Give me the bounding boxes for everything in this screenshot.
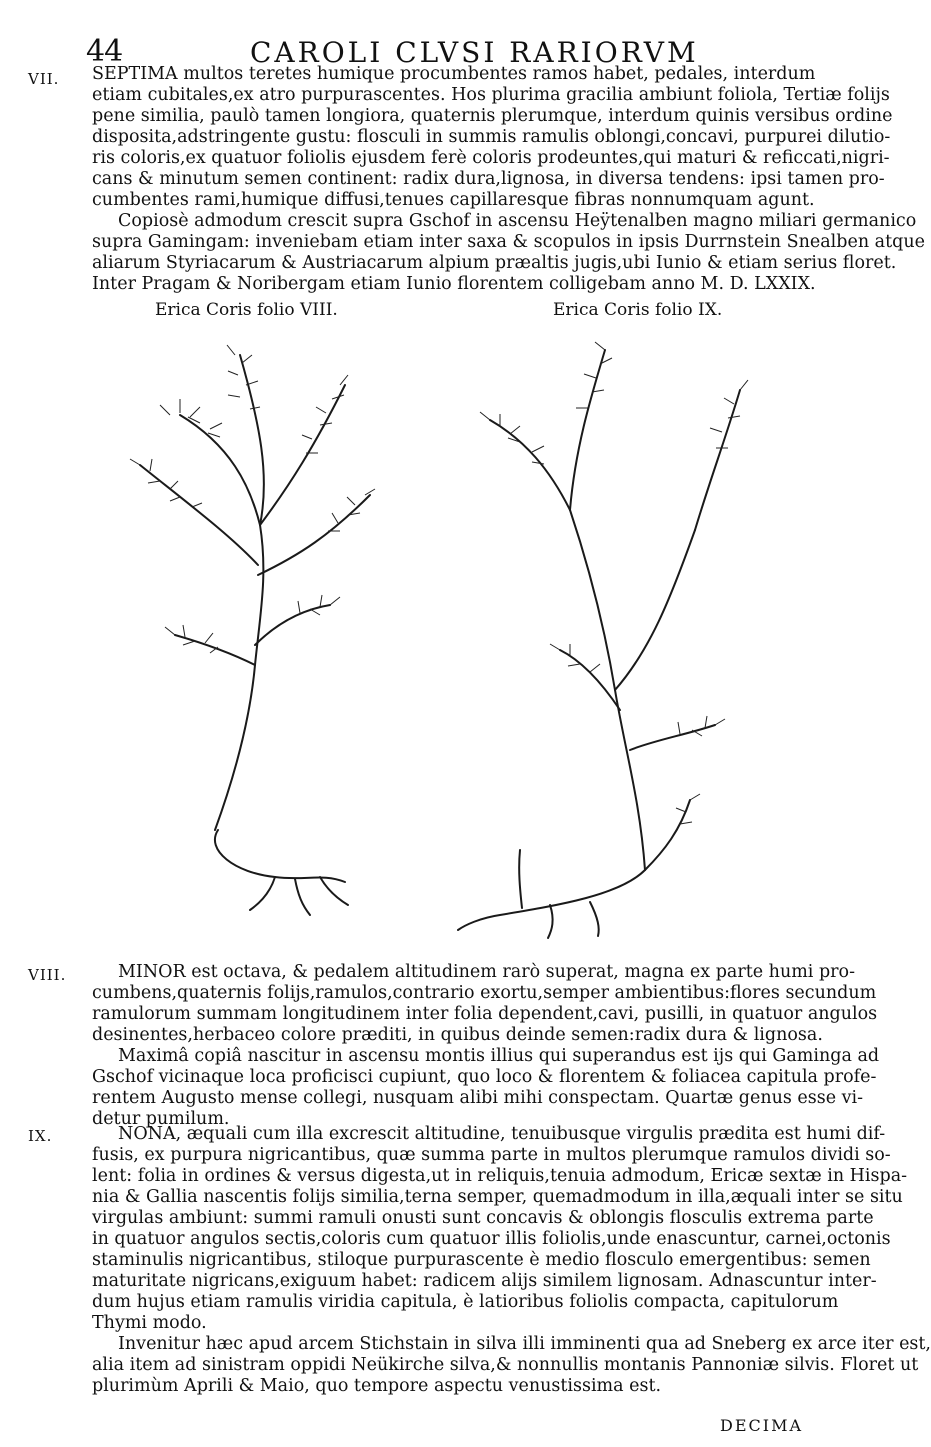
page-number: 44 xyxy=(86,34,123,69)
text-line: cumbentes rami,humique diffusi,tenues capillaresque fibras nonnumquam agunt. xyxy=(92,190,815,210)
text-line: cumbens,quaternis folijs,ramulos,contrario exortu,semper ambientibus:flores secundum xyxy=(92,983,877,1003)
section-ix-text xyxy=(92,1124,931,1397)
plant-illustration-erica-ix xyxy=(440,330,780,940)
text-line: ramulorum summam longitudinem inter folia dependent,cavi, pusilli, in quatuor angulos xyxy=(92,1004,878,1024)
text-line: Invenitur hæc apud arcem Stichstain in silva illi imminenti qua ad Sneberg ex arce iter est, xyxy=(118,1334,931,1354)
margin-numeral-vii: VII. xyxy=(28,70,60,88)
section-viii-text xyxy=(92,962,880,1130)
section-vii-text xyxy=(92,64,925,295)
text-line: dum hujus etiam ramulis viridia capitula, è latioribus foliolis compacta, capitulorum xyxy=(92,1292,839,1312)
text-line: Thymi modo. xyxy=(92,1313,207,1333)
margin-numeral-ix: IX. xyxy=(28,1127,53,1145)
text-line: in quatuor angulos sectis,coloris cum quatuor illis foliolis,unde enascuntur, carnei,octonis xyxy=(92,1229,891,1249)
text-line: NONA, æquali cum illa excrescit altitudine, tenuibusque virgulis prædita est humi dif- xyxy=(118,1124,886,1144)
text-line: etiam cubitales,ex atro purpurascentes. Hos plurima gracilia ambiunt foliola, Tertiæ folijs xyxy=(92,85,890,105)
text-line: virgulas ambiunt: summi ramuli onusti sunt concavis & oblongis flosculis extrema parte xyxy=(92,1208,874,1228)
caption-left: Erica Coris folio VIII. xyxy=(155,300,338,320)
text-line: desinentes,herbaceo colore præditi, in quibus deinde semen:radix dura & lignosa. xyxy=(92,1025,823,1045)
text-line: maturitate nigricans,exiguum habet: radicem alijs similem lignosam. Adnascuntur inter- xyxy=(92,1271,877,1291)
text-line: detur pumilum. xyxy=(92,1109,230,1129)
text-line: nia & Gallia nascentis folijs similia,terna semper, quemadmodum in illa,æquali inter se situ xyxy=(92,1187,903,1207)
text-line: alia item ad sinistram oppidi Neükirche silva,& nonnullis montanis Pannoniæ silvis. Floret ut xyxy=(92,1355,919,1375)
text-line: MINOR est octava, & pedalem altitudinem rarò superat, magna ex parte humi pro- xyxy=(118,962,855,982)
text-line: Inter Pragam & Noribergam etiam Iunio florentem colligebam anno M. D. LXXIX. xyxy=(92,274,816,294)
text-line: Gschof vicinaque loca proficisci cupiunt, quo loco & florentem & foliacea capitula profe- xyxy=(92,1067,877,1087)
text-line: rentem Augusto mense collegi, nusquam alibi mihi conspectam. Quartæ genus esse vi- xyxy=(92,1088,864,1108)
text-line: Copiosè admodum crescit supra Gschof in ascensu Heÿtenalben magno miliari germanico xyxy=(118,211,917,231)
text-line: aliarum Styriacarum & Austriacarum alpium præaltis jugis,ubi Iunio & etiam serius floret. xyxy=(92,253,897,273)
plant-illustration-erica-viii xyxy=(100,325,420,930)
text-line: fusis, ex purpura nigricantibus, quæ summa parte in multos plerumque ramulos dividi so- xyxy=(92,1145,891,1165)
caption-right: Erica Coris folio IX. xyxy=(553,300,723,320)
catchword: DECIMA xyxy=(720,1416,804,1435)
text-line: lent: folia in ordines & versus digesta,ut in reliquis,tenuia admodum, Ericæ sextæ in Hispa- xyxy=(92,1166,908,1186)
text-line: Maximâ copiâ nascitur in ascensu montis illius qui superandus est ijs qui Gaminga ad xyxy=(118,1046,880,1066)
text-line: cans & minutum semen continent: radix dura,lignosa, in diversa tendens: ipsi tamen pro- xyxy=(92,169,885,189)
text-line: staminulis nigricantibus, stiloque purpurascente è medio flosculo emergentibus: semen xyxy=(92,1250,871,1270)
text-line: pene similia, paulò tamen longiora, quaternis plerumque, interdum quinis versibus ordine xyxy=(92,106,893,126)
text-line: supra Gamingam: inveniebam etiam inter saxa & scopulos in ipsis Durrnstein Snealben atque xyxy=(92,232,925,252)
text-line: plurimùm Aprili & Maio, quo tempore aspectu venustissima est. xyxy=(92,1376,662,1396)
running-title: CAROLI CLVSI RARIORVM xyxy=(250,36,699,69)
text-line: SEPTIMA multos teretes humique procumbentes ramos habet, pedales, interdum xyxy=(92,64,816,84)
text-line: disposita,adstringente gustu: flosculi in summis ramulis oblongi,concavi, purpurei dilutio- xyxy=(92,127,891,147)
text-line: ris coloris,ex quatuor foliolis ejusdem ferè coloris prodeuntes,qui maturi & reficcati,nigri- xyxy=(92,148,890,168)
margin-numeral-viii: VIII. xyxy=(28,966,67,984)
